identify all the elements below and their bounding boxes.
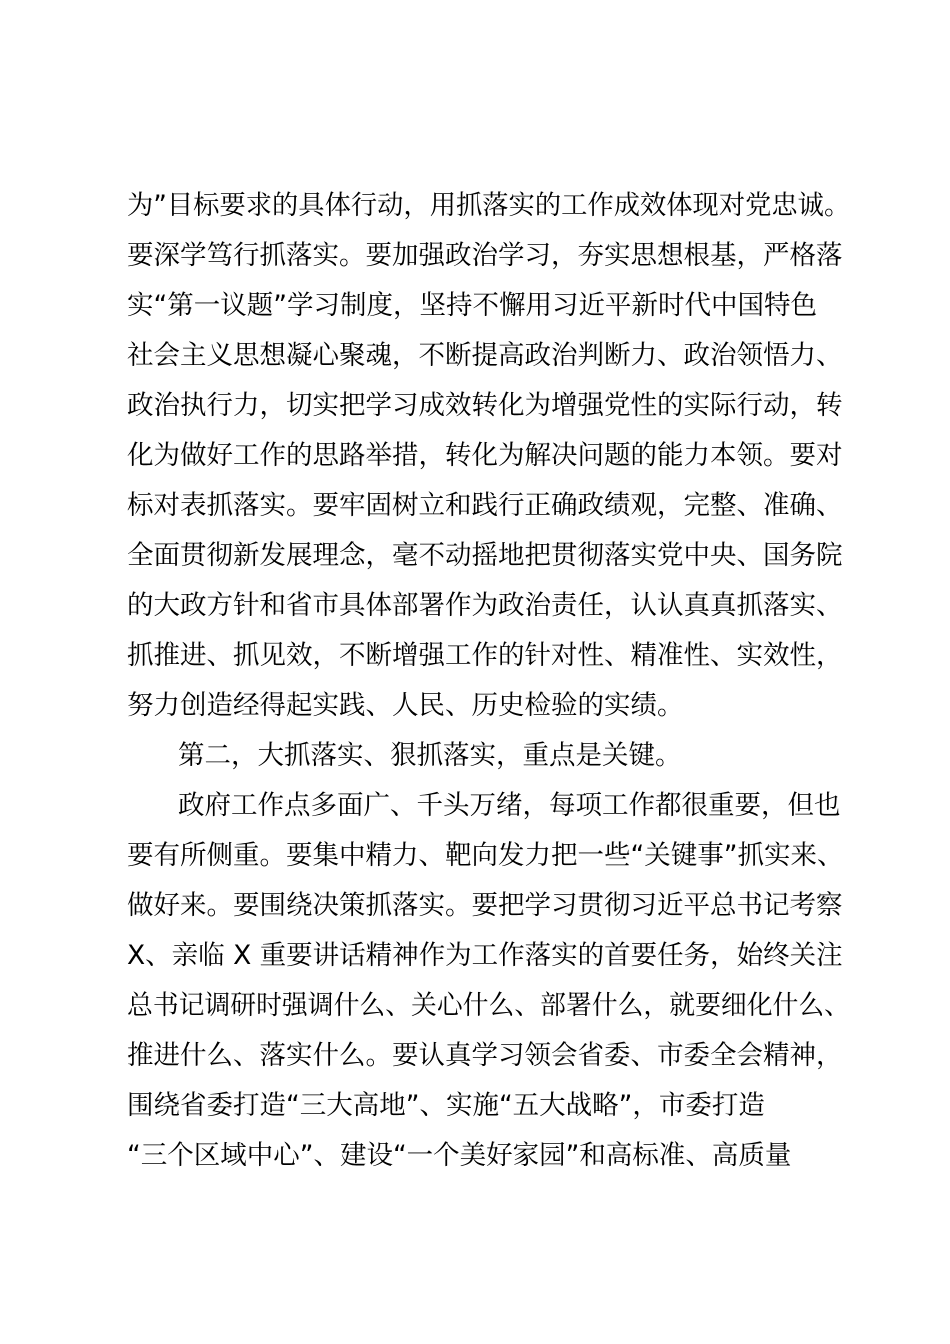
text-line: 围绕省委打造“三大高地”、实施“五大战略”，市委打造: [127, 1090, 765, 1121]
text-line: X、亲临 X 重要讲话精神作为工作落实的首要任务，始终关注: [127, 940, 843, 971]
text-line: 总书记调研时强调什么、关心什么、部署什么，就要细化什么、: [127, 990, 850, 1021]
text-line: 抓推进、抓见效，不断增强工作的针对性、精准性、实效性，: [127, 640, 843, 671]
text-line: 推进什么、落实什么。要认真学习领会省委、市委全会精神，: [127, 1040, 843, 1071]
text-line: 的大政方针和省市具体部署作为政治责任，认认真真抓落实、: [127, 590, 843, 621]
text-line: 为”目标要求的具体行动，用抓落实的工作成效体现对党忠诚。: [127, 190, 851, 221]
text-line: 化为做好工作的思路举措，转化为解决问题的能力本领。要对: [127, 440, 843, 471]
text-line: 做好来。要围绕决策抓落实。要把学习贯彻习近平总书记考察: [127, 890, 843, 921]
text-line: 实“第一议题”学习制度，坚持不懈用习近平新时代中国特色: [127, 290, 817, 321]
text-line: 要深学笃行抓落实。要加强政治学习，夯实思想根基，严格落: [127, 240, 843, 271]
text-line: 政治执行力，切实把学习成效转化为增强党性的实际行动，转: [127, 390, 843, 421]
text-line: 要有所侧重。要集中精力、靶向发力把一些“关键事”抓实来、: [127, 840, 844, 871]
text-line: 社会主义思想凝心聚魂，不断提高政治判断力、政治领悟力、: [127, 340, 843, 371]
paragraph-first-line: 政府工作点多面广、千头万绪，每项工作都很重要，但也: [178, 790, 841, 821]
text-line: 全面贯彻新发展理念，毫不动摇地把贯彻落实党中央、国务院: [127, 540, 843, 571]
text-line: 努力创造经得起实践、人民、历史检验的实绩。: [127, 690, 684, 721]
section-heading: 第二，大抓落实、狠抓落实，重点是关键。: [178, 740, 682, 771]
text-line: 标对表抓落实。要牢固树立和践行正确政绩观，完整、准确、: [127, 490, 843, 521]
text-line: “三个区域中心”、建设“一个美好家园”和高标准、高质量: [127, 1140, 792, 1171]
